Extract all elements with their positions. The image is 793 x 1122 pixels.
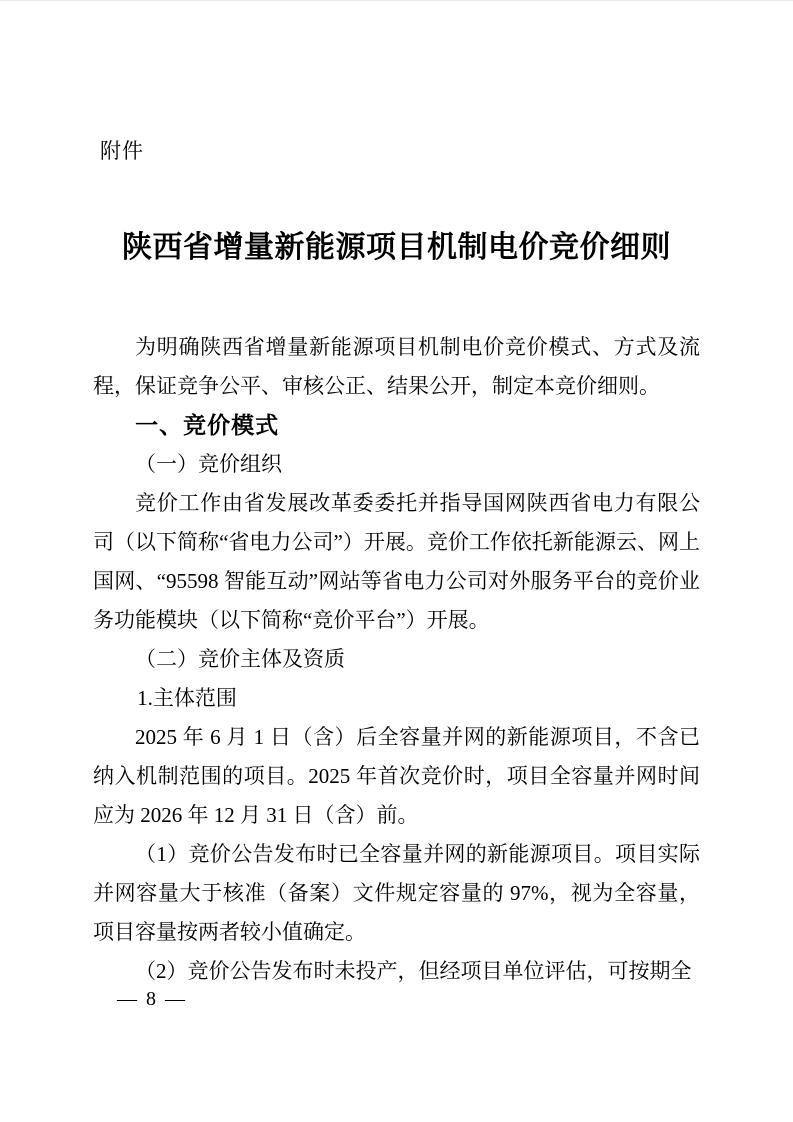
paragraph-item-2: （2）竞价公告发布时未投产，但经项目单位评估，可按期全	[135, 959, 692, 983]
subsection-heading-bidding-subjects: （二）竞价主体及资质	[135, 647, 345, 671]
subsection-heading-bidding-organization: （一）竞价组织	[135, 452, 282, 476]
paragraph-subject-scope: 2025 年 6 月 1 日（含）后全容量并网的新能源项目，不含已纳入机制范围的项目。2025 年首次竞价时，项目全容量并网时间应为 2026 年 12 月 31 日（含）前。	[93, 725, 700, 827]
subsection-heading-subject-scope: 1.主体范围	[137, 686, 237, 710]
section-heading-bidding-mode: 一、竞价模式	[135, 412, 280, 438]
paragraph-item-1: （1）竞价公告发布时已全容量并网的新能源项目。项目实际并网容量大于核准（备案）文件规定容量的 97%，视为全容量，项目容量按两者较小值确定。	[93, 842, 700, 944]
document-body	[93, 328, 700, 991]
page-number: — 8 —	[117, 988, 187, 1010]
paragraph-bidding-organization: 竞价工作由省发展改革委委托并指导国网陕西省电力有限公司（以下简称“省电力公司”）开展。竞价工作依托新能源云、网上国网、“95598 智能互动”网站等省电力公司对外服务平台的竞价业务功能模块（以下简称“竞价平台”）开展。	[93, 491, 700, 632]
attachment-label: 附件	[100, 140, 144, 163]
intro-paragraph: 为明确陕西省增量新能源项目机制电价竞价模式、方式及流程，保证竞争公平、审核公正、结果公开，制定本竞价细则。	[93, 335, 700, 398]
document-title: 陕西省增量新能源项目机制电价竞价细则	[122, 231, 671, 264]
